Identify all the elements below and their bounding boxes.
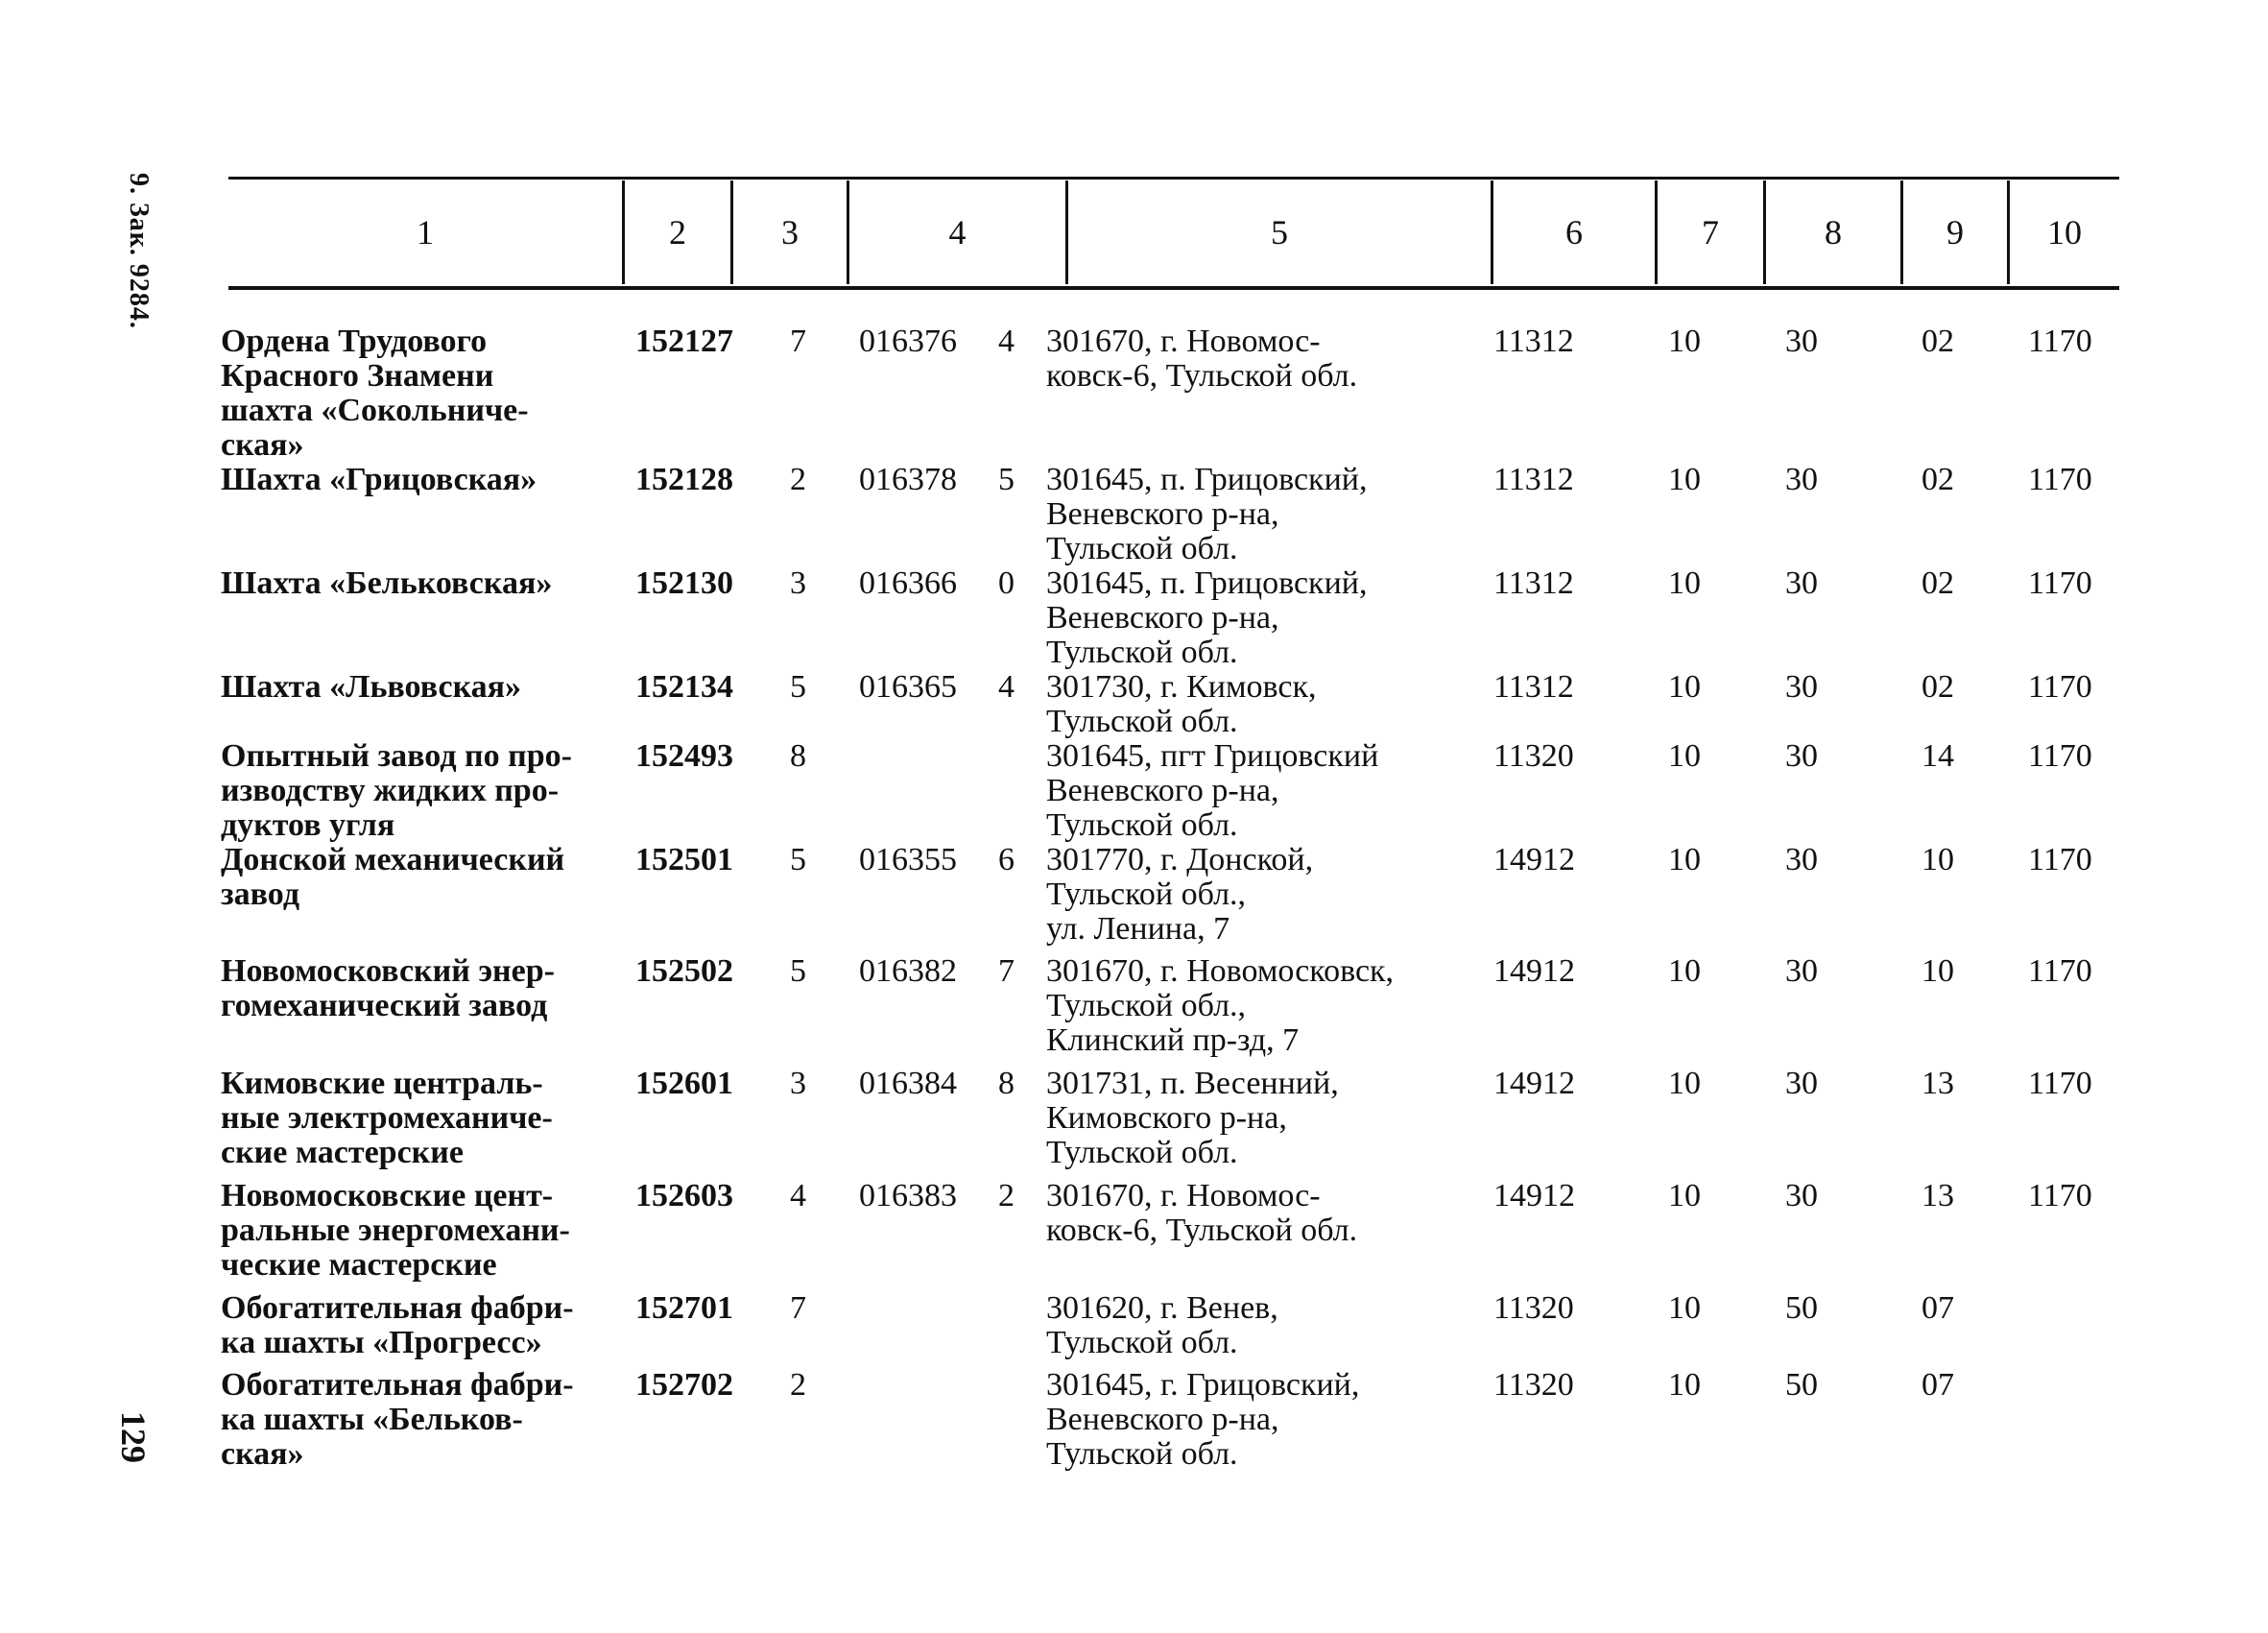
cell-col-4-check: 4 [998, 324, 1015, 359]
cell-col-2: 152601 [635, 1066, 733, 1101]
cell-col-2: 152493 [635, 738, 733, 774]
cell-col-4-check: 5 [998, 462, 1015, 497]
cell-col-8: 30 [1785, 738, 1818, 774]
cell-col-4: 016383 [859, 1178, 957, 1213]
cell-col-7: 10 [1668, 953, 1701, 989]
cell-col-8: 30 [1785, 842, 1818, 877]
enterprise-name: Шахта «Бельковская» [221, 565, 553, 601]
cell-col-7: 10 [1668, 565, 1701, 601]
cell-address: 301620, г. Венев, Тульской обл. [1046, 1290, 1278, 1360]
cell-col-8: 30 [1785, 565, 1818, 601]
cell-col-3: 4 [790, 1178, 806, 1213]
cell-col-2: 152701 [635, 1290, 733, 1326]
cell-col-6: 11312 [1493, 462, 1574, 497]
cell-col-9: 13 [1922, 1066, 1954, 1101]
cell-col-7: 10 [1668, 1290, 1701, 1326]
enterprise-name: Новомосковский энер- гомеханический завод [221, 953, 555, 1023]
header-col-7: 7 [1702, 213, 1719, 252]
header-col-9: 9 [1946, 213, 1964, 252]
cell-address: 301670, г. Новомос- ковск-6, Тульской обл. [1046, 324, 1358, 394]
cell-col-10: 1170 [2028, 324, 2092, 359]
cell-col-7: 10 [1668, 738, 1701, 774]
enterprise-name: Кимовские централь- ные электромеханиче- ские мастерские [221, 1066, 553, 1170]
cell-address: 301645, г. Грицовский, Веневского р-на, Тульской обл. [1046, 1367, 1360, 1472]
cell-col-8: 50 [1785, 1290, 1818, 1326]
cell-col-3: 3 [790, 1066, 806, 1101]
cell-col-6: 11320 [1493, 738, 1574, 774]
cell-col-2: 152702 [635, 1367, 733, 1403]
cell-col-4: 016355 [859, 842, 957, 877]
cell-col-2: 152502 [635, 953, 733, 989]
cell-col-6: 11312 [1493, 324, 1574, 359]
margin-side-note: 9. Зак. 9284. [124, 173, 154, 329]
cell-address: 301645, п. Грицовский, Веневского р-на, Тульской обл. [1046, 565, 1368, 670]
cell-address: 301645, п. Грицовский, Веневского р-на, Тульской обл. [1046, 462, 1368, 566]
cell-col-9: 13 [1922, 1178, 1954, 1213]
enterprise-name: Новомосковские цент- ральные энергомехани- ческие мастерские [221, 1178, 570, 1283]
cell-col-6: 14912 [1493, 1178, 1575, 1213]
cell-address: 301645, пгт Грицовский Веневского р-на, Тульской обл. [1046, 738, 1379, 843]
cell-col-3: 7 [790, 324, 806, 359]
cell-col-4: 016376 [859, 324, 957, 359]
cell-col-8: 30 [1785, 669, 1818, 705]
header-col-2: 2 [669, 213, 686, 252]
cell-col-9: 02 [1922, 462, 1954, 497]
table-header-rule [228, 286, 2119, 290]
cell-col-9: 02 [1922, 324, 1954, 359]
cell-col-4: 016378 [859, 462, 957, 497]
header-col-10: 10 [2047, 213, 2082, 252]
cell-col-3: 8 [790, 738, 806, 774]
cell-col-4: 016384 [859, 1066, 957, 1101]
cell-col-7: 10 [1668, 1066, 1701, 1101]
cell-col-3: 5 [790, 842, 806, 877]
cell-col-6: 14912 [1493, 953, 1575, 989]
cell-col-4-check: 8 [998, 1066, 1015, 1101]
table-top-rule [228, 177, 2119, 180]
cell-address: 301670, г. Новомос- ковск-6, Тульской обл. [1046, 1178, 1358, 1248]
cell-col-2: 152134 [635, 669, 733, 705]
cell-col-3: 7 [790, 1290, 806, 1326]
enterprise-name: Донской механический завод [221, 842, 565, 912]
cell-col-7: 10 [1668, 462, 1701, 497]
cell-col-2: 152127 [635, 324, 733, 359]
cell-col-7: 10 [1668, 669, 1701, 705]
header-col-8: 8 [1825, 213, 1842, 252]
cell-address: 301730, г. Кимовск, Тульской обл. [1046, 669, 1317, 739]
cell-col-10: 1170 [2028, 738, 2092, 774]
enterprise-name: Обогатительная фабри- ка шахты «Прогресс» [221, 1290, 574, 1360]
cell-col-6: 11312 [1493, 669, 1574, 705]
cell-col-6: 14912 [1493, 842, 1575, 877]
header-col-6: 6 [1565, 213, 1583, 252]
cell-col-3: 2 [790, 462, 806, 497]
header-col-5: 5 [1271, 213, 1288, 252]
enterprise-name: Обогатительная фабри- ка шахты «Бельков- ская» [221, 1367, 574, 1472]
cell-col-9: 10 [1922, 953, 1954, 989]
cell-col-2: 152128 [635, 462, 733, 497]
cell-col-8: 30 [1785, 1066, 1818, 1101]
cell-col-6: 14912 [1493, 1066, 1575, 1101]
cell-col-10: 1170 [2028, 1178, 2092, 1213]
cell-col-10: 1170 [2028, 462, 2092, 497]
cell-col-3: 3 [790, 565, 806, 601]
cell-col-4-check: 0 [998, 565, 1015, 601]
cell-col-10: 1170 [2028, 953, 2092, 989]
page-number: 129 [114, 1411, 153, 1463]
cell-col-3: 2 [790, 1367, 806, 1403]
cell-col-7: 10 [1668, 1367, 1701, 1403]
cell-col-4: 016366 [859, 565, 957, 601]
cell-col-4-check: 6 [998, 842, 1015, 877]
cell-col-9: 02 [1922, 565, 1954, 601]
cell-col-8: 30 [1785, 1178, 1818, 1213]
cell-col-4: 016382 [859, 953, 957, 989]
cell-col-9: 10 [1922, 842, 1954, 877]
enterprise-name: Ордена Трудового Красного Знамени шахта «Сокольниче- ская» [221, 324, 529, 463]
cell-col-7: 10 [1668, 324, 1701, 359]
cell-col-6: 11320 [1493, 1367, 1574, 1403]
cell-col-6: 11320 [1493, 1290, 1574, 1326]
cell-col-8: 30 [1785, 462, 1818, 497]
cell-col-2: 152501 [635, 842, 733, 877]
enterprise-name: Шахта «Львовская» [221, 669, 522, 705]
cell-address: 301670, г. Новомосковск, Тульской обл., Клинский пр-зд, 7 [1046, 953, 1395, 1058]
cell-col-3: 5 [790, 669, 806, 705]
enterprise-name: Шахта «Грицовская» [221, 462, 537, 497]
cell-col-10: 1170 [2028, 669, 2092, 705]
cell-col-7: 10 [1668, 1178, 1701, 1213]
cell-address: 301770, г. Донской, Тульской обл., ул. Ленина, 7 [1046, 842, 1314, 947]
cell-col-4-check: 7 [998, 953, 1015, 989]
cell-address: 301731, п. Весенний, Кимовского р-на, Тульской обл. [1046, 1066, 1339, 1170]
cell-col-10: 1170 [2028, 565, 2092, 601]
cell-col-4-check: 2 [998, 1178, 1015, 1213]
enterprise-name: Опытный завод по про- изводству жидких про- дуктов угля [221, 738, 572, 843]
cell-col-4: 016365 [859, 669, 957, 705]
cell-col-9: 02 [1922, 669, 1954, 705]
cell-col-7: 10 [1668, 842, 1701, 877]
cell-col-2: 152603 [635, 1178, 733, 1213]
cell-col-10: 1170 [2028, 842, 2092, 877]
header-col-3: 3 [781, 213, 799, 252]
cell-col-9: 07 [1922, 1367, 1954, 1403]
header-col-4: 4 [948, 213, 967, 252]
cell-col-8: 30 [1785, 953, 1818, 989]
header-col-1: 1 [417, 213, 434, 252]
cell-col-6: 11312 [1493, 565, 1574, 601]
cell-col-9: 07 [1922, 1290, 1954, 1326]
cell-col-10: 1170 [2028, 1066, 2092, 1101]
cell-col-8: 50 [1785, 1367, 1818, 1403]
cell-col-8: 30 [1785, 324, 1818, 359]
cell-col-4-check: 4 [998, 669, 1015, 705]
cell-col-2: 152130 [635, 565, 733, 601]
cell-col-9: 14 [1922, 738, 1954, 774]
cell-col-3: 5 [790, 953, 806, 989]
